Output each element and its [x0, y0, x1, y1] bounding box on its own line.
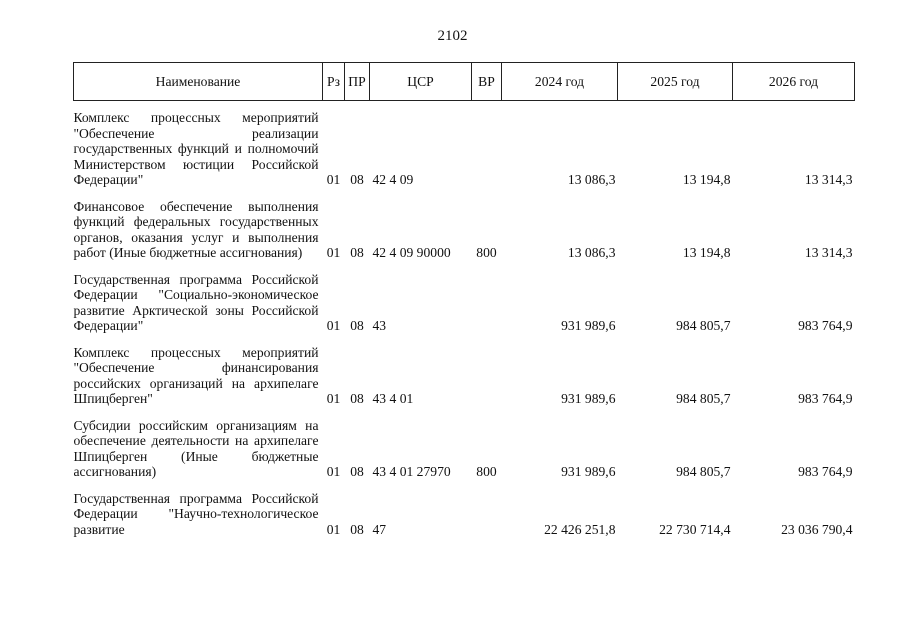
budget-table — [73, 62, 855, 539]
row-name: Государственная программа Российской Федерации "Социально-экономическое развитие Арктической зоны Российской Федерации" — [73, 271, 319, 333]
row-2024: 13 086,3 — [567, 172, 616, 187]
row-name: Субсидии российским организациям на обеспечение деятельности на архипелаге Шпицберген (Иные бюджетные ассигнования) — [73, 417, 319, 479]
row-pr: 08 — [350, 245, 364, 260]
row-vr — [472, 263, 502, 336]
header-rz: Рз — [323, 63, 345, 101]
row-name: Комплекс процессных мероприятий "Обеспечение финансирования российских организаций на архипелаге Шпицберген" — [73, 344, 319, 406]
header-2026: 2026 год — [733, 63, 855, 101]
table-header-row — [74, 63, 855, 101]
page-number: 2102 — [437, 28, 468, 44]
table-row — [74, 263, 855, 336]
row-csr: 42 4 09 — [372, 172, 414, 187]
row-vr — [472, 336, 502, 409]
row-rz: 01 — [326, 245, 341, 260]
row-name: Комплекс процессных мероприятий "Обеспечение реализации государственных функций и полномочий Министерством юстиции Российской Федерации" — [73, 110, 319, 187]
row-csr: 43 4 01 27970 — [372, 464, 451, 479]
row-2024: 13 086,3 — [567, 245, 616, 260]
row-2024: 22 426 251,8 — [544, 521, 616, 537]
row-2024: 931 989,6 — [561, 318, 616, 333]
row-2026: 13 314,3 — [804, 172, 853, 187]
header-csr: ЦСР — [370, 63, 472, 101]
row-rz: 01 — [326, 172, 341, 187]
row-name: Финансовое обеспечение выполнения функций федеральных государственных органов, оказания услуг и выполнения работ (Иные бюджетные ассигнования) — [73, 198, 319, 260]
row-pr: 08 — [350, 318, 364, 333]
row-2025: 984 805,7 — [676, 464, 731, 479]
row-rz: 01 — [326, 521, 341, 537]
row-2026: 983 764,9 — [798, 464, 853, 479]
row-2025: 984 805,7 — [676, 318, 731, 333]
header-2025: 2025 год — [618, 63, 733, 101]
row-rz: 01 — [326, 391, 341, 406]
row-pr: 08 — [350, 521, 364, 537]
header-2024: 2024 год — [502, 63, 618, 101]
row-name: Государственная программа Российской Федерации "Научно-технологическое развитие — [73, 490, 319, 537]
row-2025: 984 805,7 — [676, 391, 731, 406]
row-rz: 01 — [326, 318, 341, 333]
row-pr: 08 — [350, 172, 364, 187]
row-2024: 931 989,6 — [561, 391, 616, 406]
table-row — [74, 101, 855, 190]
row-2024: 931 989,6 — [561, 464, 616, 479]
row-2025: 22 730 714,4 — [659, 521, 731, 537]
row-pr: 08 — [350, 391, 364, 406]
table-row — [74, 409, 855, 482]
row-2025: 13 194,8 — [682, 245, 731, 260]
row-pr: 08 — [350, 464, 364, 479]
row-2025: 13 194,8 — [682, 172, 731, 187]
header-pr: ПР — [345, 63, 370, 101]
row-csr: 43 — [372, 318, 387, 333]
row-vr — [472, 101, 502, 190]
row-2026: 983 764,9 — [798, 318, 853, 333]
table-row — [74, 482, 855, 540]
row-2026: 13 314,3 — [804, 245, 853, 260]
row-csr: 43 4 01 — [372, 391, 414, 406]
row-csr: 42 4 09 90000 — [372, 245, 451, 260]
row-vr: 800 — [476, 245, 497, 260]
table-row — [74, 190, 855, 263]
row-vr: 800 — [476, 464, 497, 479]
row-2026: 23 036 790,4 — [781, 521, 853, 537]
header-name: Наименование — [74, 63, 323, 101]
header-vr: ВР — [472, 63, 502, 101]
row-csr: 47 — [372, 521, 387, 537]
row-2026: 983 764,9 — [798, 391, 853, 406]
row-rz: 01 — [326, 464, 341, 479]
row-vr — [472, 482, 502, 540]
table-row — [74, 336, 855, 409]
